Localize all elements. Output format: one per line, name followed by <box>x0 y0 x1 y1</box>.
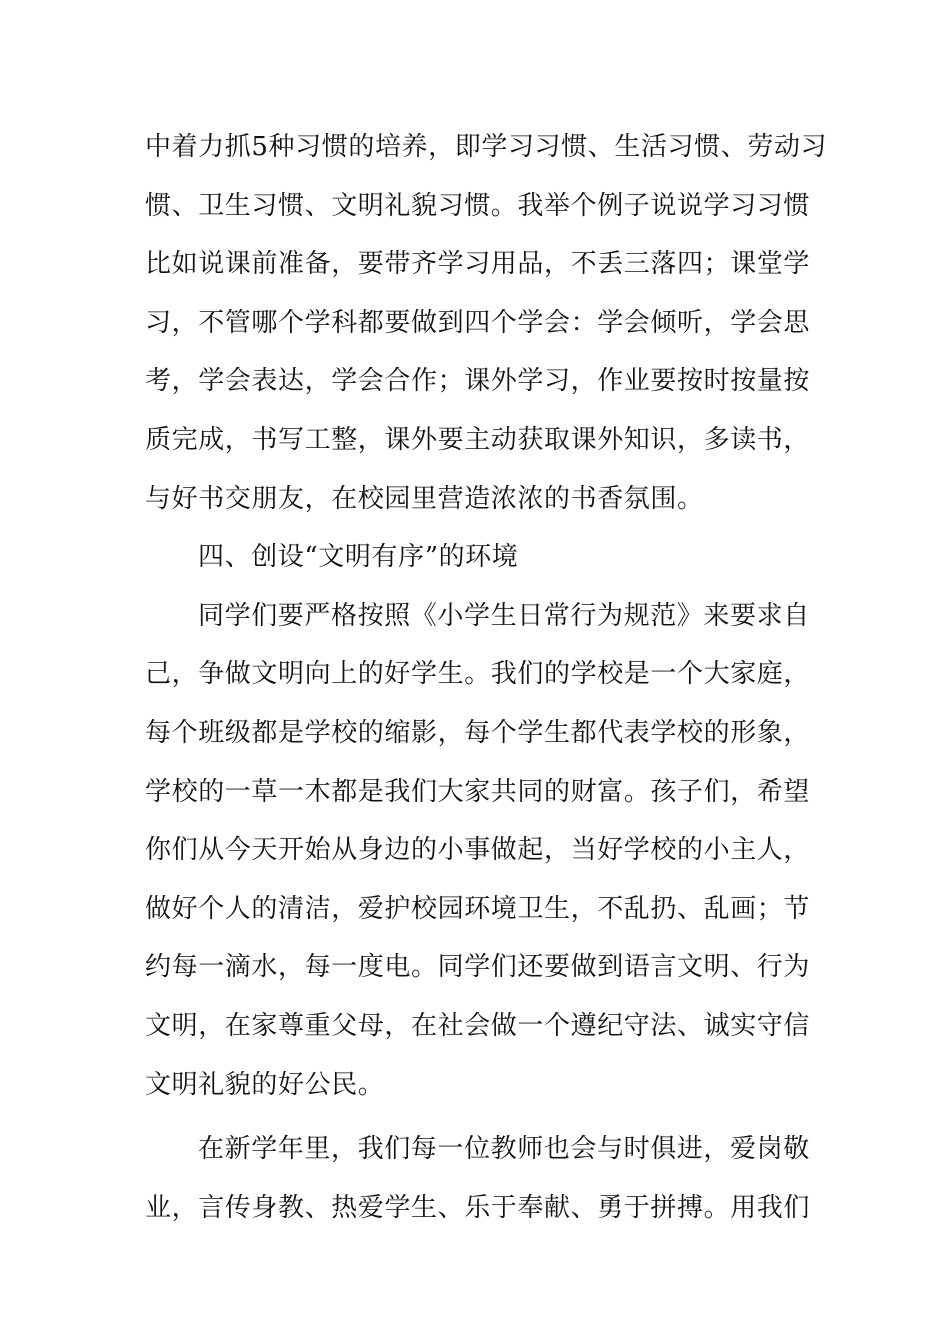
text-line: 做好个人的清洁，爱护校园环境卫生，不乱扔、乱画；节 <box>145 893 811 924</box>
text-line: 习，不管哪个学科都要做到四个学会：学会倾听，学会思 <box>145 307 811 338</box>
text-line: 考，学会表达，学会合作；课外学习，作业要按时按量按 <box>145 366 811 397</box>
text-line: 文明，在家尊重父母，在社会做一个遵纪守法、诚实守信 <box>145 1010 811 1041</box>
text-line: 与好书交朋友，在校园里营造浓浓的书香氛围。 <box>145 483 704 514</box>
text-line: 惯、卫生习惯、文明礼貌习惯。我举个例子说说学习习惯 <box>145 190 811 221</box>
text-line: 中着力抓5种习惯的培养，即学习习惯、生活习惯、劳动习 <box>145 132 828 162</box>
document-body <box>145 118 828 1237</box>
text-line: 质完成，书写工整，课外要主动获取课外知识，多读书， <box>145 424 811 455</box>
text-line: 比如说课前准备，要带齐学习用品，不丢三落四；课堂学 <box>145 249 811 280</box>
text-line: 约每一滴水，每一度电。同学们还要做到语言文明、行为 <box>145 952 811 983</box>
text-line: 学校的一草一木都是我们大家共同的财富。孩子们，希望 <box>145 776 811 807</box>
section-heading: 四、创设“文明有序”的环境 <box>198 542 519 573</box>
text-line: 文明礼貌的好公民。 <box>145 1069 385 1100</box>
text-line: 业，言传身教、热爱学生、乐于奉献、勇于拼搏。用我们 <box>145 1192 811 1223</box>
text-line: 每个班级都是学校的缩影，每个学生都代表学校的形象， <box>145 717 811 748</box>
text-line: 你们从今天开始从身边的小事做起，当好学校的小主人， <box>145 835 811 866</box>
text-line: 同学们要严格按照《小学生日常行为规范》来要求自 <box>198 600 810 631</box>
text-line: 在新学年里，我们每一位教师也会与时俱进，爱岗敬 <box>198 1134 810 1165</box>
text-line: 己，争做文明向上的好学生。我们的学校是一个大家庭， <box>145 659 811 690</box>
